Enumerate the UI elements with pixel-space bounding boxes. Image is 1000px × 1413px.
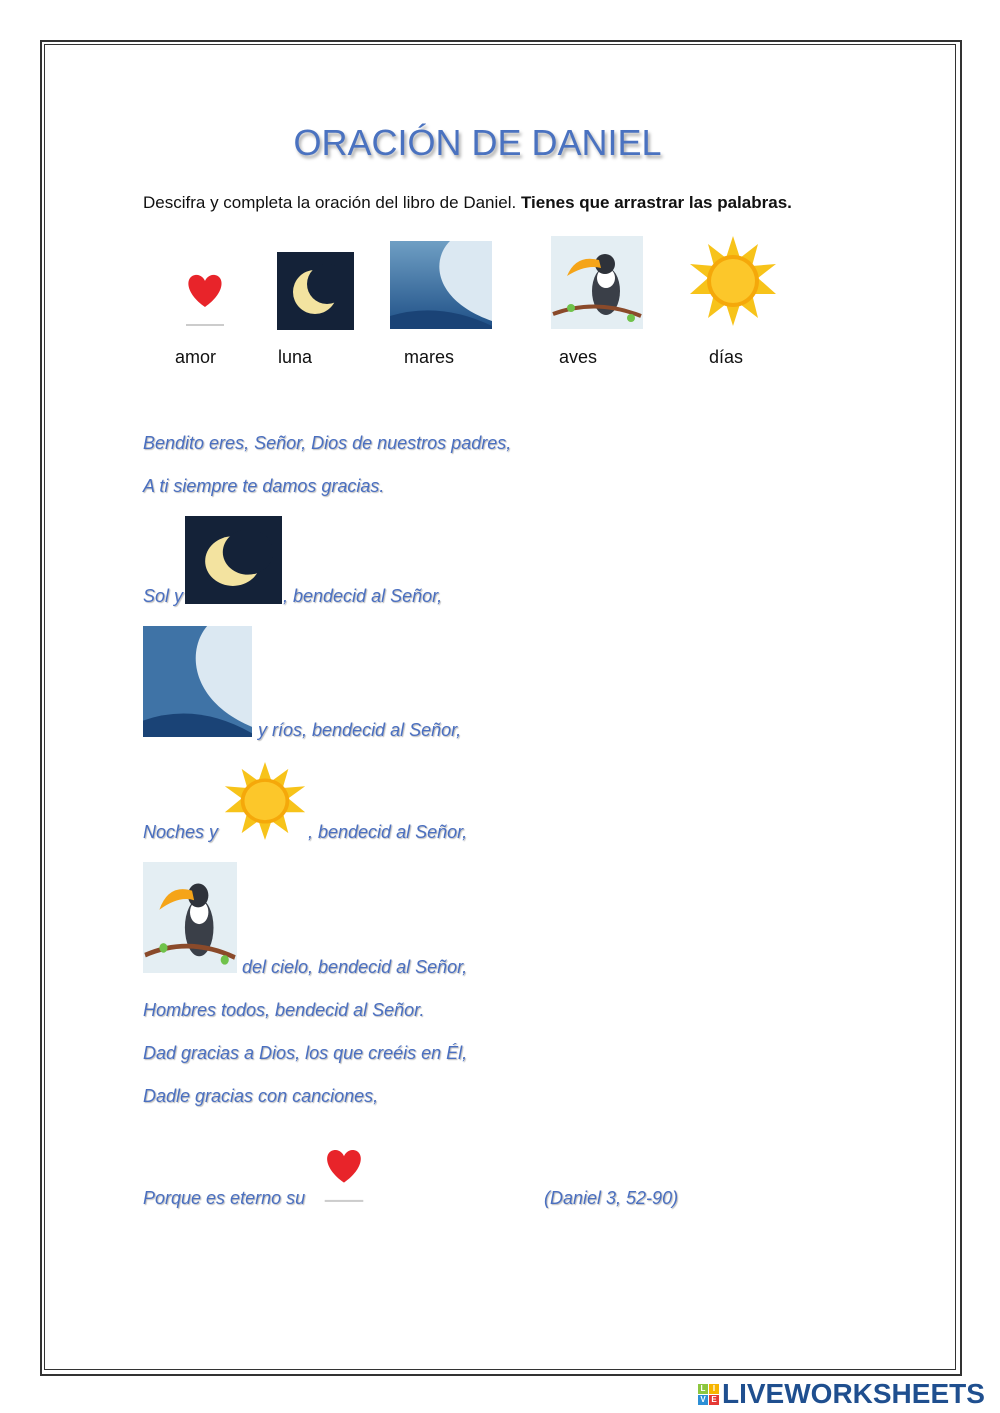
prayer-line: Hombres todos, bendecid al Señor. <box>143 1000 425 1020</box>
drop-zone-moon-icon[interactable] <box>185 516 282 604</box>
logo-letter: E <box>709 1395 719 1405</box>
word-mares[interactable]: mares <box>404 347 455 367</box>
instructions-bold: Tienes que arrastrar las palabras. <box>520 193 792 212</box>
drop-zone-toucan-icon[interactable] <box>143 862 237 973</box>
prayer-line: , bendecid al Señor, <box>283 586 443 606</box>
instructions-text: Descifra y completa la oración del libro de Daniel. <box>143 193 517 212</box>
prayer-line: Dadle gracias con canciones, <box>143 1086 379 1106</box>
prayer-line: Sol y <box>143 586 184 606</box>
prayer-line: Porque es eterno su <box>143 1188 306 1208</box>
prayer-line: y ríos, bendecid al Señor, <box>258 720 462 740</box>
word-amor[interactable]: amor <box>175 347 217 367</box>
page-title: ORACIÓN DE DANIEL <box>293 122 662 163</box>
word-luna[interactable]: luna <box>278 347 313 367</box>
logo-text: LIVEWORKSHEETS <box>722 1378 985 1409</box>
logo-letter: I <box>709 1384 719 1394</box>
wave-icon[interactable] <box>390 241 492 329</box>
sun-icon[interactable] <box>688 236 778 326</box>
prayer-line: , bendecid al Señor, <box>308 822 468 842</box>
word-dias[interactable]: días <box>709 347 744 367</box>
word-aves[interactable]: aves <box>559 347 598 367</box>
heart-icon[interactable] <box>180 265 230 330</box>
drop-zone-heart-icon[interactable] <box>318 1140 370 1206</box>
logo-letter: V <box>698 1395 708 1405</box>
prayer-line: A ti siempre te damos gracias. <box>143 476 385 496</box>
moon-icon[interactable] <box>277 252 354 330</box>
prayer-line: del cielo, bendecid al Señor, <box>242 957 468 977</box>
liveworksheets-logo <box>698 1378 985 1410</box>
drop-zone-sun-icon[interactable] <box>223 762 307 840</box>
drop-zone-wave-icon[interactable] <box>143 626 252 737</box>
prayer-line: Noches y <box>143 822 219 842</box>
logo-mark <box>698 1384 719 1405</box>
bible-reference: (Daniel 3, 52-90) <box>544 1188 679 1208</box>
toucan-icon[interactable] <box>551 236 643 329</box>
logo-letter: L <box>698 1384 708 1394</box>
prayer-line: Dad gracias a Dios, los que creéis en Él, <box>143 1043 468 1063</box>
prayer-line: Bendito eres, Señor, Dios de nuestros padres, <box>143 433 512 453</box>
instructions <box>143 193 792 213</box>
